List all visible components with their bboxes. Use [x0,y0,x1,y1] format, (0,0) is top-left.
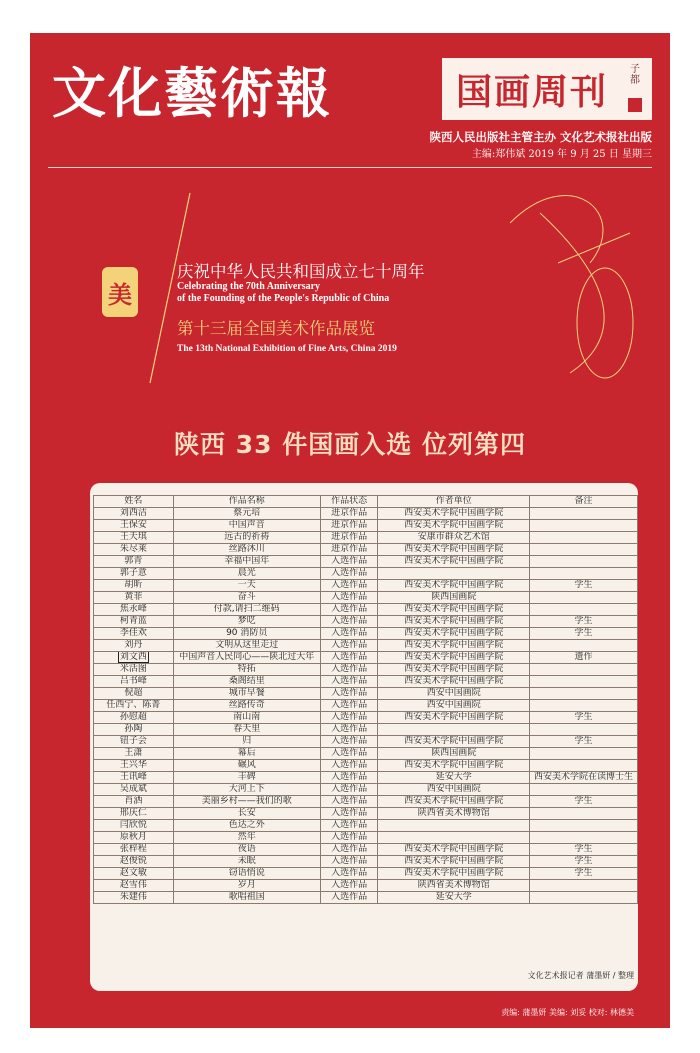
cell-note [530,688,638,700]
cell-work: 幕后 [173,748,320,760]
cell-work: 中国声音人民同心——陕北过大年 [173,652,320,664]
cell-unit: 安康市群众艺术馆 [378,532,530,544]
table-row [94,568,638,580]
header-unit: 作者单位 [378,496,530,508]
numeral-0-ring [577,268,633,378]
header-divider [48,167,652,168]
editor-date-line: 主编:郑伟斌 2019 年 9 月 25 日 星期三 [471,149,652,160]
cell-note [530,832,638,844]
cell-status: 入选作品 [320,820,378,832]
footer-credits: 责编: 蒲墨妍 美编: 刘妥 校对: 林德美 [501,1008,634,1017]
cell-unit: 西安美术学院中国画学院 [378,604,530,616]
table-row [94,520,638,532]
cell-work: 丝路传奇 [173,700,320,712]
table-row [94,808,638,820]
table-row [94,844,638,856]
cell-work: 梦呓 [173,616,320,628]
reporter-credit: 文化艺术报记者 蒲墨妍 / 整理 [527,971,634,980]
cell-work: 色达之外 [173,820,320,832]
cell-status: 入选作品 [320,712,378,724]
cell-name: 柯青蓝 [94,616,174,628]
table-row [94,784,638,796]
cell-status: 入选作品 [320,652,378,664]
cell-work: 幸福中国年 [173,556,320,568]
cell-status: 入选作品 [320,628,378,640]
cell-status: 入选作品 [320,676,378,688]
cell-work: 一天 [173,580,320,592]
cell-name: 王讯峰 [94,772,174,784]
masthead: 文化藝術報 [52,61,332,125]
table-row [94,832,638,844]
cell-status: 入选作品 [320,760,378,772]
results-panel [90,483,638,991]
cell-work: 窃语悄说 [173,868,320,880]
cell-work: 文明从这里走过 [173,640,320,652]
cell-unit: 陕西国画院 [378,748,530,760]
cell-name: 黄菲 [94,592,174,604]
cell-unit: 西安美术学院中国画学院 [378,652,530,664]
cell-note [530,700,638,712]
cell-name: 王保安 [94,520,174,532]
table-row [94,592,638,604]
cell-note [530,820,638,832]
cell-work: 奋斗 [173,592,320,604]
table-row [94,724,638,736]
cell-status: 入选作品 [320,832,378,844]
cell-status: 入选作品 [320,664,378,676]
weekly-signature: 子都 [630,64,640,86]
table-row [94,676,638,688]
table-row [94,532,638,544]
cell-note [530,544,638,556]
cell-work: 90 消防员 [173,628,320,640]
table-header-row [94,496,638,508]
table-row [94,664,638,676]
cell-unit: 西安美术学院中国画学院 [378,868,530,880]
table-row [94,880,638,892]
cell-unit: 西安美术学院中国画学院 [378,856,530,868]
cell-name: 倪超 [94,688,174,700]
cell-unit: 西安美术学院中国画学院 [378,544,530,556]
header-name: 姓名 [94,496,174,508]
cell-status: 入选作品 [320,592,378,604]
cell-unit: 陕西省美术博物馆 [378,880,530,892]
cell-status: 入选作品 [320,616,378,628]
table-row [94,760,638,772]
cell-status: 进京作品 [320,520,378,532]
cell-name: 钮子会 [94,736,174,748]
cell-note [530,640,638,652]
cell-name: 焦永峰 [94,604,174,616]
exhibition-title-en-line1: Celebrating the 70th Anniversary [177,281,321,292]
cell-note: 学生 [530,796,638,808]
cell-status: 进京作品 [320,532,378,544]
cell-status: 入选作品 [320,736,378,748]
cell-name: 原秋月 [94,832,174,844]
cell-work: 夜语 [173,844,320,856]
cell-note: 学生 [530,844,638,856]
cell-work: 然年 [173,832,320,844]
cell-note [530,724,638,736]
cell-note: 学生 [530,580,638,592]
cell-work: 大河上下 [173,784,320,796]
cell-work: 蔡元培 [173,508,320,520]
cell-status: 入选作品 [320,556,378,568]
cell-note [530,676,638,688]
cell-status: 进京作品 [320,544,378,556]
table-row [94,856,638,868]
cell-name: 孙慰超 [94,712,174,724]
cell-name: 王天琪 [94,532,174,544]
cell-status: 入选作品 [320,640,378,652]
cell-name: 闫欣悦 [94,820,174,832]
cell-status: 入选作品 [320,772,378,784]
cell-work: 晨光 [173,568,320,580]
cell-note [530,808,638,820]
cell-status: 入选作品 [320,568,378,580]
exhibition-title-cn: 庆祝中华人民共和国成立七十周年 [177,262,425,281]
cell-unit [378,568,530,580]
cell-unit: 西安美术学院中国画学院 [378,580,530,592]
table-row [94,616,638,628]
cell-unit [378,724,530,736]
cell-work: 中国声音 [173,520,320,532]
cell-name: 吕书峰 [94,676,174,688]
cell-status: 入选作品 [320,808,378,820]
table-row [94,712,638,724]
cell-work: 长安 [173,808,320,820]
cell-name: 朱尽莱 [94,544,174,556]
cell-unit: 延安大学 [378,892,530,904]
table-row [94,556,638,568]
cell-work: 远古的祈祷 [173,532,320,544]
cell-note [530,880,638,892]
table-row [94,688,638,700]
table-body [94,508,638,904]
header-work: 作品名称 [173,496,320,508]
cell-work: 丝路沐川 [173,544,320,556]
cell-unit: 西安美术学院中国画学院 [378,640,530,652]
cell-name: 胡昕 [94,580,174,592]
cell-work: 桑阁结里 [173,676,320,688]
table-row [94,772,638,784]
header-note: 备注 [530,496,638,508]
cell-name: 刘西洁 [94,508,174,520]
cell-status: 进京作品 [320,508,378,520]
cell-work: 碾风 [173,760,320,772]
mei-logo: 美 [102,267,138,317]
cell-name: 邢庆仁 [94,808,174,820]
cell-work: 特拓 [173,664,320,676]
cell-unit: 西安美术学院中国画学院 [378,508,530,520]
cell-unit: 西安美术学院中国画学院 [378,760,530,772]
cell-note: 学生 [530,628,638,640]
cell-work: 付款,请扫二维码 [173,604,320,616]
cell-unit [378,820,530,832]
table-row [94,700,638,712]
cell-name [94,652,174,664]
cell-unit: 延安大学 [378,772,530,784]
cell-note: 学生 [530,856,638,868]
cell-note: 学生 [530,712,638,724]
cell-name: 刘丹 [94,640,174,652]
cell-unit: 西安美术学院中国画学院 [378,616,530,628]
cell-status: 入选作品 [320,868,378,880]
header-status: 作品状态 [320,496,378,508]
exhibition-title-en-line2: of the Founding of the People's Republic of China [177,293,390,304]
exhibition-title-en [177,281,389,305]
cell-name: 米活图 [94,664,174,676]
seal-stamp [628,98,642,112]
cell-name: 王兴华 [94,760,174,772]
cell-unit: 西安中国画院 [378,688,530,700]
table-row [94,652,638,664]
cell-status: 入选作品 [320,580,378,592]
cell-status: 入选作品 [320,748,378,760]
cell-note [530,520,638,532]
cell-work: 美丽乡村——我们的歌 [173,796,320,808]
cell-work: 岁月 [173,880,320,892]
table-row [94,604,638,616]
cell-note: 遗作 [530,652,638,664]
cell-unit: 陕西国画院 [378,592,530,604]
cell-unit: 西安美术学院中国画学院 [378,520,530,532]
cell-status: 入选作品 [320,844,378,856]
publisher-line: 陕西人民出版社主管主办 文化艺术报社出版 [429,130,652,144]
cell-note [530,604,638,616]
cell-name: 赵雪伟 [94,880,174,892]
cell-unit: 西安美术学院中国画学院 [378,712,530,724]
cell-work: 未眠 [173,856,320,868]
weekly-badge [442,58,652,120]
cell-unit [378,832,530,844]
cell-work: 归 [173,736,320,748]
cell-unit: 西安美术学院中国画学院 [378,664,530,676]
table-row [94,628,638,640]
cell-unit: 西安美术学院中国画学院 [378,556,530,568]
cell-status: 入选作品 [320,892,378,904]
cell-name: 郭子意 [94,568,174,580]
weekly-title: 国画周刊 [456,70,609,113]
cell-unit: 西安美术学院中国画学院 [378,844,530,856]
cell-unit: 陕西省美术博物馆 [378,808,530,820]
exhibition-subtitle-en: The 13th National Exhibition of Fine Arts, China 2019 [177,344,397,354]
cell-unit: 西安美术学院中国画学院 [378,676,530,688]
table-row [94,892,638,904]
cell-name: 肖洒 [94,796,174,808]
cell-note [530,664,638,676]
cell-note [530,784,638,796]
cell-status: 入选作品 [320,604,378,616]
cell-name: 吴成斌 [94,784,174,796]
cell-note [530,508,638,520]
cell-name: 张梓程 [94,844,174,856]
cell-work: 春天里 [173,724,320,736]
cell-note [530,532,638,544]
cell-status: 入选作品 [320,724,378,736]
cell-name: 赵俊锐 [94,856,174,868]
results-table [93,495,638,904]
cell-work: 丰碑 [173,772,320,784]
cell-note: 西安美术学院在读博士生 [530,772,638,784]
cell-name: 孙陶 [94,724,174,736]
cell-unit: 西安中国画院 [378,700,530,712]
cell-note [530,892,638,904]
cell-note: 学生 [530,616,638,628]
cell-note [530,592,638,604]
cell-status: 入选作品 [320,796,378,808]
table-row [94,868,638,880]
cell-name: 赵文敏 [94,868,174,880]
cell-name: 朱建伟 [94,892,174,904]
table-row [94,748,638,760]
cell-note [530,568,638,580]
cell-note: 学生 [530,736,638,748]
cell-unit: 西安美术学院中国画学院 [378,628,530,640]
cell-work: 城市早餐 [173,688,320,700]
cell-work: 南山南 [173,712,320,724]
cell-status: 入选作品 [320,700,378,712]
table-row [94,640,638,652]
cell-note [530,760,638,772]
cell-name: 王潇 [94,748,174,760]
cell-unit: 西安中国画院 [378,784,530,796]
table-row [94,544,638,556]
table-row [94,736,638,748]
headline: 陕西 33 件国画入选 位列第四 [174,430,526,459]
cell-name: 郭青 [94,556,174,568]
table-row [94,820,638,832]
exhibition-subtitle-cn: 第十三届全国美术作品展览 [177,319,375,338]
newspaper-page [30,33,670,1028]
cell-note [530,748,638,760]
table-row [94,796,638,808]
cell-note: 学生 [530,868,638,880]
cell-status: 入选作品 [320,856,378,868]
cell-name: 任西宁、陈菁 [94,700,174,712]
table-row [94,508,638,520]
cell-status: 入选作品 [320,784,378,796]
cell-status: 入选作品 [320,688,378,700]
boxed-name: 刘文西 [119,652,147,662]
table-row [94,580,638,592]
cell-note [530,556,638,568]
cell-unit: 西安美术学院中国画学院 [378,736,530,748]
cell-name: 李佳欢 [94,628,174,640]
numeral-3-bottom-stroke [540,213,604,373]
numeral-7-stroke [558,233,630,263]
cell-work: 歌唱祖国 [173,892,320,904]
cell-status: 入选作品 [320,880,378,892]
cell-unit: 西安美术学院中国画学院 [378,796,530,808]
